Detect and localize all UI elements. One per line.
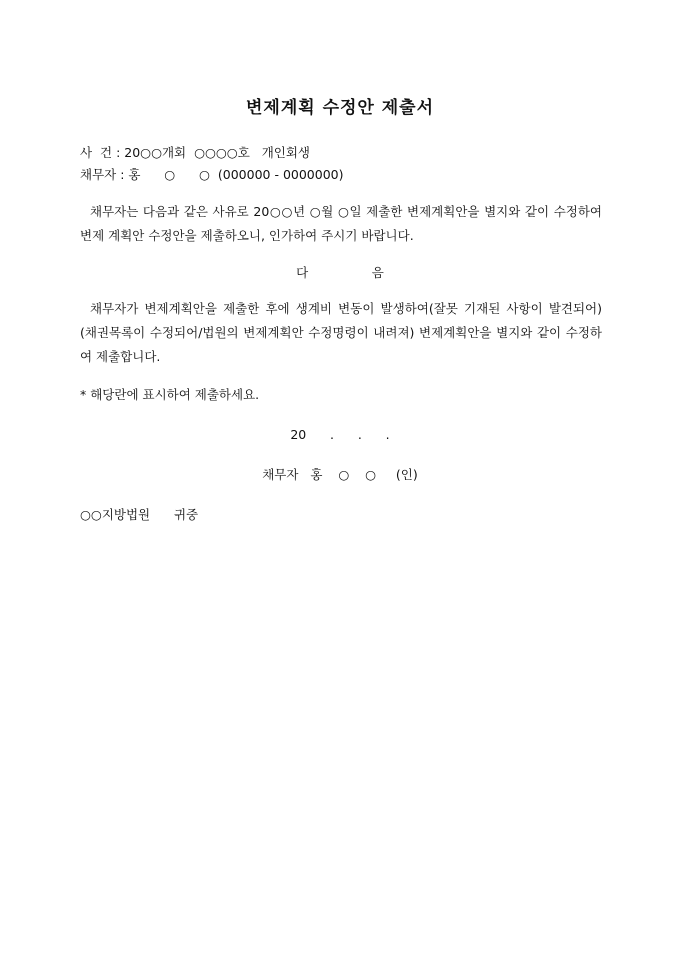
reason-paragraph: 채무자가 변제계획안을 제출한 후에 생계비 변동이 발생하여(잘못 기재된 사항이 발견되어) (채권목록이 수정되어/법원의 변제계획안 수정명령이 내려져) 변제계획안을 별지와 같이 수정하여 제출합니다. — [80, 301, 602, 364]
signature-line: 채무자 홍 ○ ○ (인) — [262, 467, 418, 482]
intro-paragraph: 채무자는 다음과 같은 사유로 20○○년 ○월 ○일 제출한 변제계획안을 별지와 같이 수정하여 변제 계획안 수정안을 제출하오니, 인가하여 주시기 바랍니다. — [80, 204, 602, 243]
section-heading: 다 음 — [296, 265, 384, 280]
court-addressee: ○○지방법원 귀중 — [80, 507, 199, 522]
document-title: 변제계획 수정안 제출서 — [245, 98, 435, 118]
instruction-note: * 해당란에 표시하여 제출하세요. — [80, 387, 260, 402]
debtor-line: 채무자 : 홍 ○ ○ (000000 - 0000000) — [80, 167, 344, 182]
date-line: 20 . . . — [290, 427, 390, 442]
case-number-line: 사 건 : 20○○개회 ○○○○호 개인회생 — [80, 145, 310, 160]
